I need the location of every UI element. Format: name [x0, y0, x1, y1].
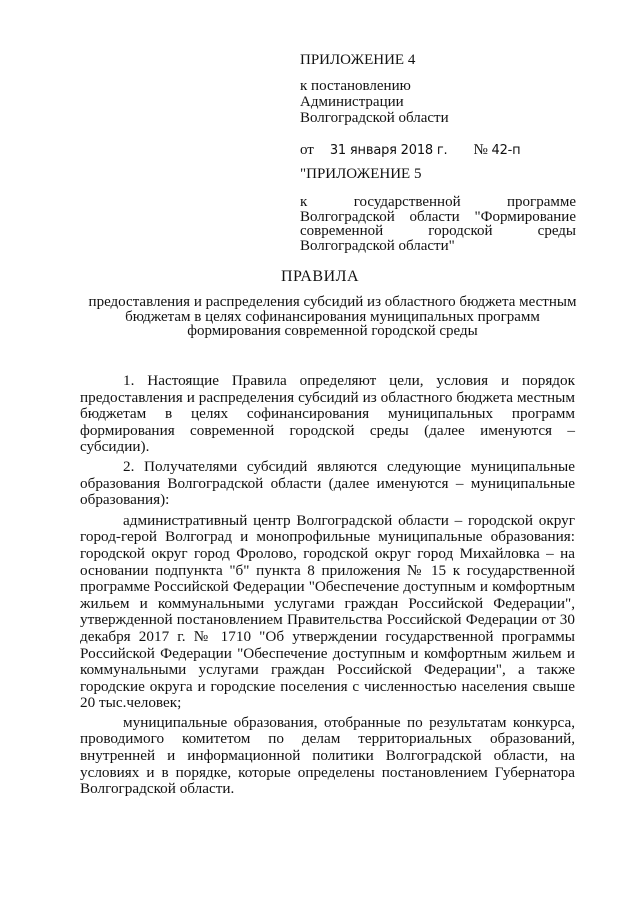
appendix-4-to-line-3: Волгоградской области — [300, 110, 449, 126]
number-prefix: № — [473, 142, 488, 158]
date-value: 31 января 2018 г. — [329, 143, 448, 158]
number-value: 42-п — [491, 143, 521, 158]
paragraph-4: муниципальные образования, отобранные по результатам конкурса, проводимого комитетом по делам территориальных образований, внутренней и информационной политики Волгоградской области, на условиях и в порядке, которые определены постановлением Губернатора Волгоградской области. — [80, 713, 575, 798]
appendix-4-to-line-2: Администрации — [300, 94, 404, 110]
paragraph-1: 1. Настоящие Правила определяют цели, условия и порядок предоставления и распределения субсидий из областного бюджета местным бюджетам в целях софинансирования муниципальных программ формирования современной городской среды (далее именуются – субсидии). — [80, 372, 575, 456]
appendix-5-header — [300, 166, 576, 253]
appendix-4-title: ПРИЛОЖЕНИЕ 4 — [300, 52, 416, 68]
paragraph-3: административный центр Волгоградской области – городской округ город-герой Волгоград и монопрофильные муниципальные образования: городской округ город Фролово, городской округ город Михайловка – на основании подпункта "б" пункта 8 приложения № 15 к государственной программе Российской Федерации "Обеспечение доступным и комфортным жильем и коммунальными услугами граждан Российской Федерации", утвержденной постановлением Правительства Российской Федерации от 30 декабря 2017 г. № 1710 "Об утверждении государственной программы Российской Федерации "Обеспечение доступным и комфортным жильем и коммунальными услугами граждан Российской Федерации", а также городские округа и городские поселения с численностью населения свыше 20 тыс.человек; — [80, 511, 575, 712]
appendix-4-date-line — [300, 142, 580, 159]
document-body — [80, 373, 575, 798]
paragraph-2: 2. Получателями субсидий являются следующие муниципальные образования Волгоградской области (далее именуются – муниципальные образования): — [80, 457, 575, 509]
appendix-5-title: "ПРИЛОЖЕНИЕ 5 — [300, 166, 422, 182]
date-prefix: от — [300, 142, 314, 158]
document-subtitle: предоставления и распределения субсидий из областного бюджета местным бюджетам в целях софинансирования муниципальных программ формирования современной городской среды — [88, 294, 577, 339]
document-title: ПРАВИЛА — [280, 268, 360, 285]
appendix-4-header — [300, 52, 580, 159]
appendix-4-to-line-1: к постановлению — [300, 78, 411, 94]
appendix-5-body: к государственной программе Волгоградской области "Формирование современной городской среды Волгоградской области" — [300, 194, 576, 254]
